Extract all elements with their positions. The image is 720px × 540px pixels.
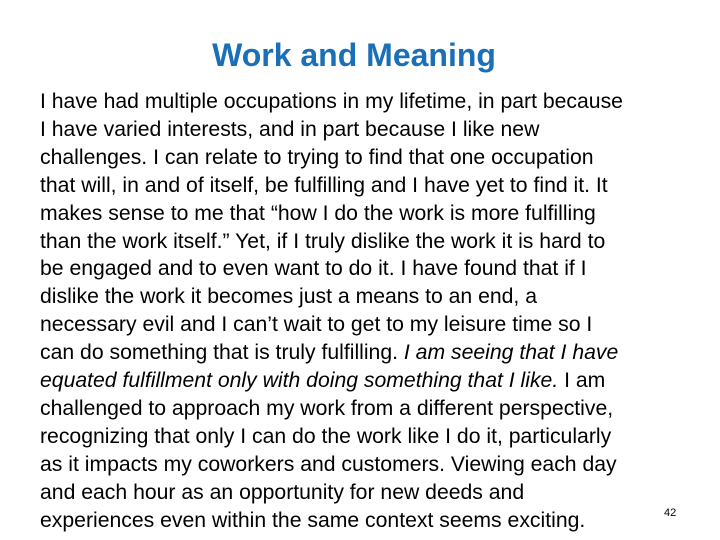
text-line bbox=[40, 116, 688, 144]
text-line bbox=[40, 423, 688, 451]
italic-text-segment: I am seeing that I have bbox=[403, 341, 619, 365]
slide-body-text bbox=[40, 88, 688, 535]
text-line bbox=[40, 88, 688, 116]
text-line bbox=[40, 283, 688, 311]
text-segment: necessary evil and I can’t wait to get to my leisure time so I bbox=[40, 313, 593, 337]
text-segment: than the work itself.” Yet, if I truly dislike the work it is hard to bbox=[40, 229, 606, 253]
text-line bbox=[40, 228, 688, 256]
text-segment: experiences even within the same context seems exciting. bbox=[40, 508, 586, 532]
text-segment: dislike the work it becomes just a means to an end, a bbox=[40, 285, 537, 309]
text-segment: can do something that is truly fulfilling. bbox=[40, 341, 404, 365]
text-line bbox=[40, 451, 688, 479]
text-line bbox=[40, 200, 688, 228]
text-segment: that will, in and of itself, be fulfilling and I have yet to find it. It bbox=[40, 173, 608, 197]
text-line bbox=[40, 367, 688, 395]
italic-text-segment: equated fulfillment only with doing something that I like. bbox=[40, 369, 559, 393]
page-number: 42 bbox=[664, 507, 677, 519]
text-segment: be engaged and to even want to do it. I have found that if I bbox=[40, 257, 587, 281]
text-segment: makes sense to me that “how I do the work is more fulfilling bbox=[40, 201, 596, 225]
text-segment: I am bbox=[558, 369, 606, 393]
text-segment: and each hour as an opportunity for new deeds and bbox=[40, 480, 525, 504]
text-line bbox=[40, 144, 688, 172]
text-segment: I have had multiple occupations in my lifetime, in part because bbox=[40, 90, 623, 113]
text-line bbox=[40, 479, 688, 507]
text-segment: I have varied interests, and in part because I like new bbox=[40, 117, 540, 141]
text-line bbox=[40, 507, 688, 535]
text-segment: challenged to approach my work from a different perspective, bbox=[40, 396, 614, 420]
text-line bbox=[40, 311, 688, 339]
text-line bbox=[40, 395, 688, 423]
text-segment: challenges. I can relate to trying to find that one occupation bbox=[40, 145, 594, 169]
text-segment: as it impacts my coworkers and customers. Viewing each day bbox=[40, 452, 617, 476]
text-line bbox=[40, 255, 688, 283]
text-line bbox=[40, 172, 688, 200]
slide-title: Work and Meaning bbox=[212, 37, 496, 73]
text-line bbox=[40, 339, 688, 367]
text-segment: recognizing that only I can do the work like I do it, particularly bbox=[40, 424, 612, 448]
